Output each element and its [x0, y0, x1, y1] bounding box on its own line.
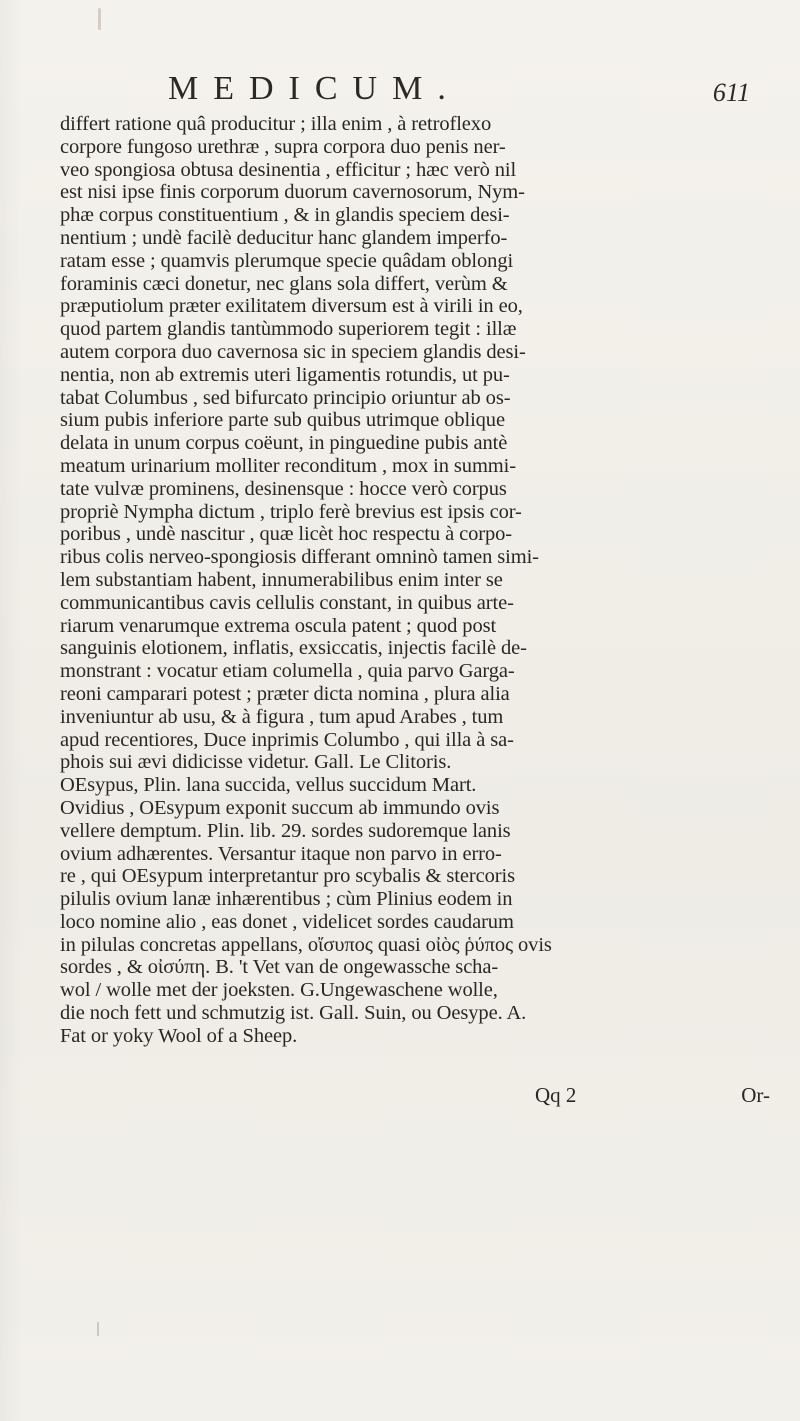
text-line: OEsypus, Plin. lana succida, vellus succidum Mart.	[60, 774, 477, 797]
text-line: ratam esse ; quamvis plerumque specie quâdam oblongi	[60, 249, 514, 272]
text-line: sordes , & οἰσύπη. B. 't Vet van de ongewassche scha-	[60, 956, 499, 979]
page-footer	[60, 1083, 780, 1107]
text-line: differt ratione quâ producitur ; illa enim , à retroflexo	[60, 113, 492, 135]
running-head	[168, 70, 750, 114]
text-line: delata in unum corpus coëunt, in pinguedine pubis antè	[60, 432, 508, 455]
text-line: ribus colis nerveo-spongiosis differant omninò tamen simi-	[60, 546, 539, 569]
margin-mark	[97, 1322, 99, 1336]
text-line: quod partem glandis tantùmmodo superiorem tegit : illæ	[60, 318, 517, 341]
page-number: 611	[712, 78, 750, 107]
text-line: Ovidius , OEsypum exponit succum ab immundo ovis	[60, 796, 500, 819]
text-line: tabat Columbus , sed bifurcato principio oriuntur ab os-	[60, 386, 511, 409]
signature-mark: Qq 2	[535, 1083, 577, 1107]
text-line: vellere demptum. Plin. lib. 29. sordes sudoremque lanis	[60, 819, 511, 842]
text-line: reoni camparari potest ; præter dicta nomina , plura alia	[60, 682, 510, 705]
text-line: sium pubis inferiore parte sub quibus utrimque oblique	[60, 409, 505, 432]
text-line: tate vulvæ prominens, desinensque : hocce verò corpus	[60, 477, 507, 500]
body-text	[60, 113, 780, 1048]
text-line: meatum urinarium molliter reconditum , mox in summi-	[60, 454, 516, 477]
text-line: phæ corpus constituentium , & in glandis speciem desi-	[60, 204, 510, 227]
text-line: lem substantiam habent, innumerabilibus enim inter se	[60, 568, 503, 591]
text-line: inveniuntur ab usu, & à figura , tum apud Arabes , tum	[60, 705, 504, 728]
text-line: veo spongiosa obtusa desinentia , efficitur ; hæc verò nil	[60, 158, 517, 181]
text-line: propriè Nympha dictum , triplo ferè brevius est ipsis cor-	[60, 500, 522, 523]
text-line: monstrant : vocatur etiam columella , quia parvo Garga-	[60, 660, 515, 683]
text-line: poribus , undè nascitur , quæ licèt hoc respectu à corpo-	[60, 523, 512, 546]
text-line: apud recentiores, Duce inprimis Columbo , qui illa à sa-	[60, 728, 514, 751]
running-title: MEDICUM.	[168, 70, 461, 107]
text-line: est nisi ipse finis corporum duorum cavernosorum, Nym-	[60, 181, 525, 204]
text-line: sanguinis elotionem, inflatis, exsiccatis, injectis facilè de-	[60, 637, 527, 660]
text-line: in pilulas concretas appellans, οἴσυπος quasi οἰὸς ῥύπος ovis	[60, 933, 552, 956]
text-line: die noch fett und schmutzig ist. Gall. Suin, ou Oesype. A.	[60, 1002, 527, 1025]
text-line: phois sui ævi didicisse videtur. Gall. Le Clitoris.	[60, 751, 452, 774]
text-line: nentia, non ab extremis uteri ligamentis rotundis, ut pu-	[60, 363, 510, 386]
text-line: nentium ; undè facilè deducitur hanc glandem imperfo-	[60, 226, 508, 249]
text-line: re , qui OEsypum interpretantur pro scybalis & stercoris	[60, 865, 515, 888]
text-line: foraminis cæci donetur, nec glans sola differt, verùm &	[60, 272, 508, 295]
text-line: pilulis ovium lanæ inhærentibus ; cùm Plinius eodem in	[60, 888, 513, 911]
text-line: loco nomine alio , eas donet , videlicet sordes caudarum	[60, 910, 514, 933]
text-line: autem corpora duo cavernosa sic in speciem glandis desi-	[60, 340, 526, 363]
text-line: corpore fungoso urethræ , supra corpora duo penis ner-	[60, 135, 506, 158]
ink-smudge-mark	[98, 8, 101, 30]
text-line: præputiolum præter exilitatem diversum est à virili in eo,	[60, 295, 523, 318]
text-line: communicantibus cavis cellulis constant, in quibus arte-	[60, 591, 514, 614]
text-line: ovium adhærentes. Versantur itaque non parvo in erro-	[60, 842, 502, 865]
text-line: riarum venarumque extrema oscula patent ; quod post	[60, 614, 497, 637]
text-line: Fat or yoky Wool of a Sheep.	[60, 1024, 298, 1047]
text-line: wol / wolle met der joeksten. G.Ungewaschene wolle,	[60, 979, 498, 1002]
catchword: Or-	[741, 1083, 770, 1107]
